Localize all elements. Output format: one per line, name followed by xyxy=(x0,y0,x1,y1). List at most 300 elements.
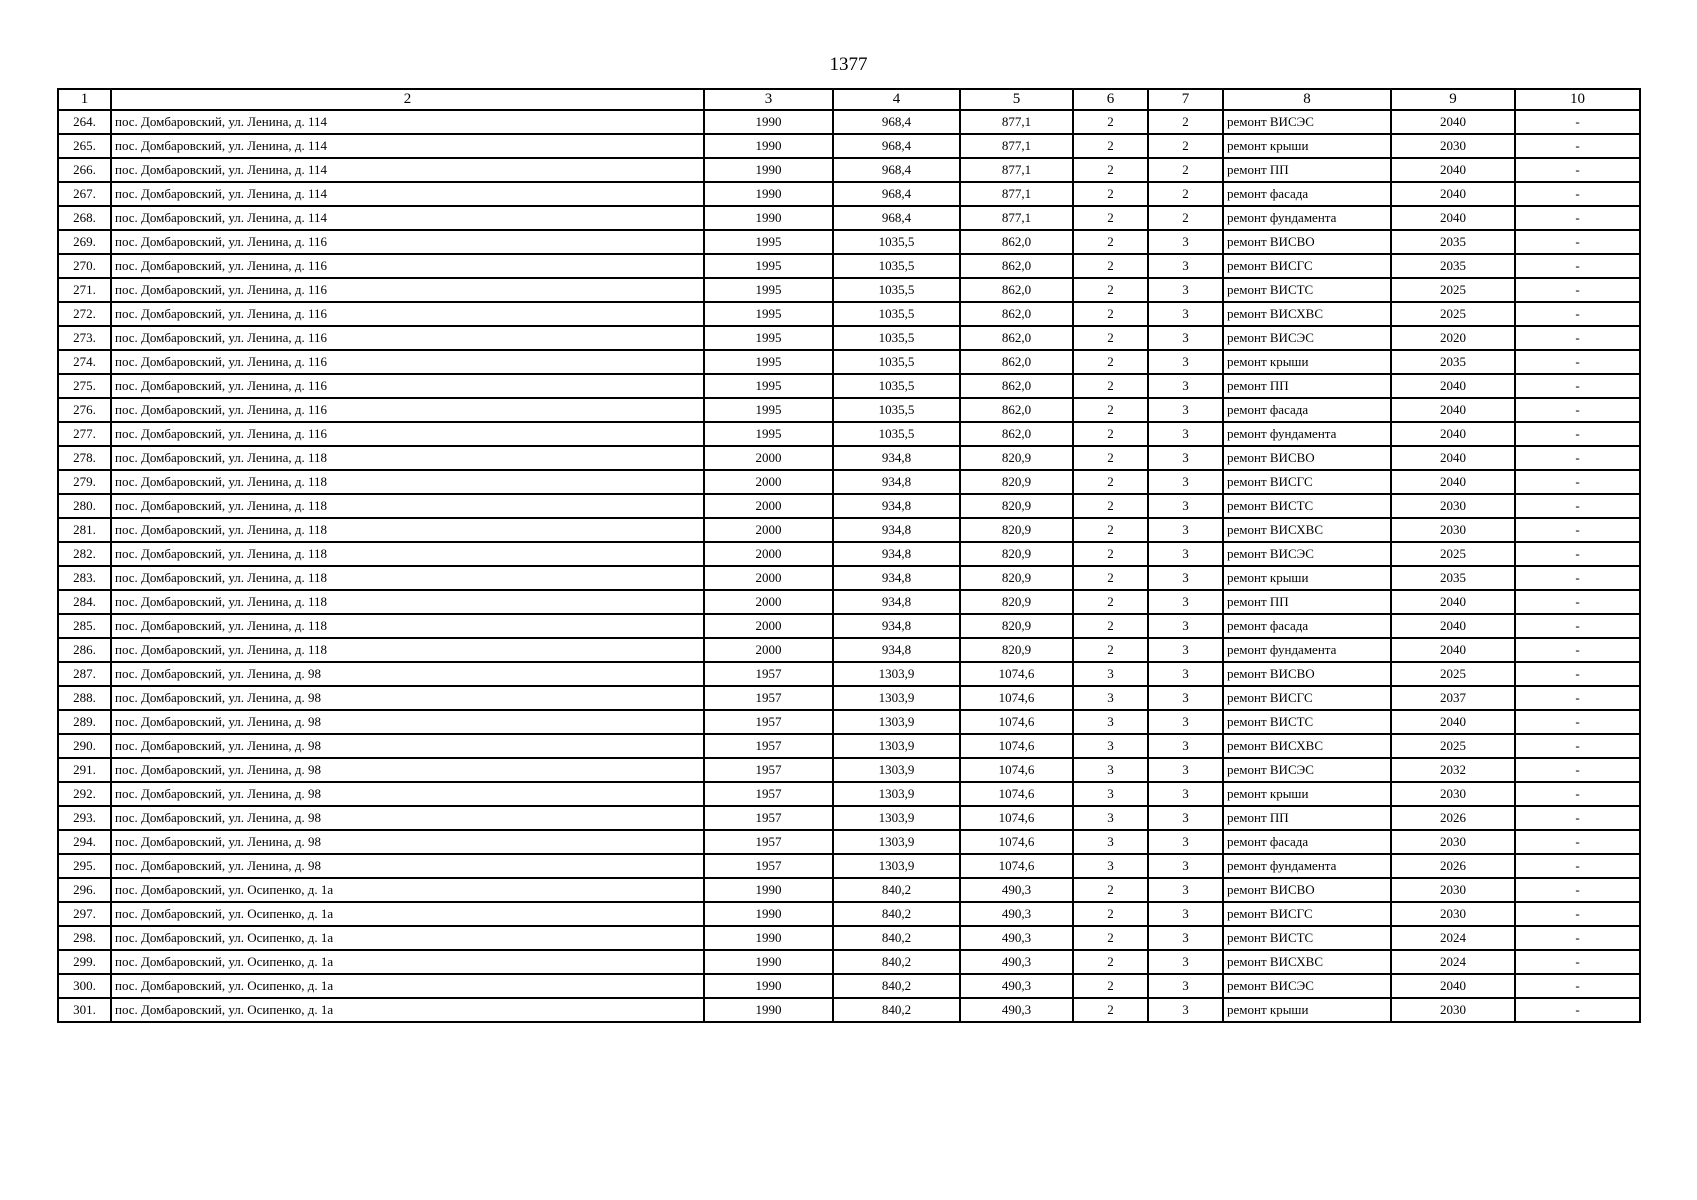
cell-floors: 2 xyxy=(1073,590,1148,614)
cell-address: пос. Домбаровский, ул. Ленина, д. 118 xyxy=(111,494,704,518)
cell-entrances: 3 xyxy=(1148,998,1223,1022)
cell-planned-year: 2040 xyxy=(1391,158,1515,182)
cell-living-area: 877,1 xyxy=(960,134,1073,158)
cell-year-built: 2000 xyxy=(704,542,833,566)
cell-work-type: ремонт фасада xyxy=(1223,614,1391,638)
cell-living-area: 862,0 xyxy=(960,374,1073,398)
cell-entrances: 3 xyxy=(1148,902,1223,926)
cell-total-area: 934,8 xyxy=(833,542,960,566)
cell-work-type: ремонт ПП xyxy=(1223,590,1391,614)
cell-row-number: 289. xyxy=(58,710,111,734)
cell-address: пос. Домбаровский, ул. Осипенко, д. 1а xyxy=(111,950,704,974)
cell-floors: 2 xyxy=(1073,278,1148,302)
cell-work-type: ремонт фасада xyxy=(1223,830,1391,854)
cell-year-built: 1957 xyxy=(704,686,833,710)
cell-entrances: 3 xyxy=(1148,950,1223,974)
cell-floors: 2 xyxy=(1073,182,1148,206)
cell-year-built: 1995 xyxy=(704,350,833,374)
cell-entrances: 3 xyxy=(1148,494,1223,518)
cell-total-area: 1035,5 xyxy=(833,302,960,326)
cell-year-built: 1957 xyxy=(704,758,833,782)
cell-floors: 2 xyxy=(1073,470,1148,494)
cell-floors: 2 xyxy=(1073,638,1148,662)
column-header-floors: 6 xyxy=(1073,89,1148,110)
cell-address: пос. Домбаровский, ул. Ленина, д. 98 xyxy=(111,830,704,854)
cell-floors: 2 xyxy=(1073,902,1148,926)
table-row xyxy=(58,470,1640,494)
cell-floors: 2 xyxy=(1073,350,1148,374)
cell-year-built: 2000 xyxy=(704,470,833,494)
cell-total-area: 1303,9 xyxy=(833,806,960,830)
column-header-entrances: 7 xyxy=(1148,89,1223,110)
cell-entrances: 3 xyxy=(1148,614,1223,638)
cell-year-built: 1990 xyxy=(704,950,833,974)
cell-entrances: 3 xyxy=(1148,398,1223,422)
cell-note: - xyxy=(1515,374,1640,398)
cell-living-area: 862,0 xyxy=(960,350,1073,374)
column-header-total-area: 4 xyxy=(833,89,960,110)
cell-year-built: 1957 xyxy=(704,830,833,854)
cell-total-area: 934,8 xyxy=(833,518,960,542)
cell-floors: 2 xyxy=(1073,398,1148,422)
cell-row-number: 279. xyxy=(58,470,111,494)
cell-total-area: 840,2 xyxy=(833,926,960,950)
cell-entrances: 3 xyxy=(1148,350,1223,374)
cell-planned-year: 2035 xyxy=(1391,254,1515,278)
table-row xyxy=(58,110,1640,134)
cell-year-built: 2000 xyxy=(704,518,833,542)
column-header-note: 10 xyxy=(1515,89,1640,110)
cell-work-type: ремонт ВИСЭС xyxy=(1223,326,1391,350)
cell-total-area: 934,8 xyxy=(833,470,960,494)
cell-planned-year: 2030 xyxy=(1391,518,1515,542)
cell-floors: 3 xyxy=(1073,758,1148,782)
cell-note: - xyxy=(1515,806,1640,830)
table-row xyxy=(58,854,1640,878)
cell-entrances: 3 xyxy=(1148,758,1223,782)
cell-year-built: 1995 xyxy=(704,230,833,254)
cell-floors: 2 xyxy=(1073,230,1148,254)
cell-floors: 2 xyxy=(1073,566,1148,590)
cell-work-type: ремонт крыши xyxy=(1223,350,1391,374)
cell-note: - xyxy=(1515,758,1640,782)
cell-living-area: 820,9 xyxy=(960,470,1073,494)
table-row xyxy=(58,734,1640,758)
cell-total-area: 934,8 xyxy=(833,638,960,662)
cell-address: пос. Домбаровский, ул. Ленина, д. 98 xyxy=(111,854,704,878)
cell-work-type: ремонт крыши xyxy=(1223,566,1391,590)
cell-planned-year: 2040 xyxy=(1391,422,1515,446)
cell-living-area: 820,9 xyxy=(960,638,1073,662)
cell-address: пос. Домбаровский, ул. Ленина, д. 116 xyxy=(111,398,704,422)
cell-address: пос. Домбаровский, ул. Ленина, д. 114 xyxy=(111,206,704,230)
cell-row-number: 277. xyxy=(58,422,111,446)
cell-floors: 2 xyxy=(1073,926,1148,950)
table-row xyxy=(58,398,1640,422)
table-row xyxy=(58,302,1640,326)
cell-planned-year: 2025 xyxy=(1391,662,1515,686)
cell-work-type: ремонт ВИСЭС xyxy=(1223,110,1391,134)
cell-note: - xyxy=(1515,926,1640,950)
column-header-planned-year: 9 xyxy=(1391,89,1515,110)
page-number: 1377 xyxy=(829,54,868,75)
cell-entrances: 3 xyxy=(1148,590,1223,614)
cell-work-type: ремонт фасада xyxy=(1223,182,1391,206)
cell-floors: 3 xyxy=(1073,782,1148,806)
cell-total-area: 934,8 xyxy=(833,614,960,638)
cell-floors: 2 xyxy=(1073,518,1148,542)
table-row xyxy=(58,686,1640,710)
cell-entrances: 3 xyxy=(1148,638,1223,662)
cell-planned-year: 2040 xyxy=(1391,710,1515,734)
cell-row-number: 274. xyxy=(58,350,111,374)
cell-address: пос. Домбаровский, ул. Ленина, д. 98 xyxy=(111,662,704,686)
cell-note: - xyxy=(1515,542,1640,566)
cell-total-area: 1035,5 xyxy=(833,398,960,422)
cell-year-built: 1995 xyxy=(704,326,833,350)
table-row xyxy=(58,494,1640,518)
cell-year-built: 1990 xyxy=(704,158,833,182)
table-body xyxy=(58,110,1640,1022)
column-header-work-type: 8 xyxy=(1223,89,1391,110)
cell-work-type: ремонт ВИСВО xyxy=(1223,662,1391,686)
cell-year-built: 1990 xyxy=(704,926,833,950)
cell-living-area: 877,1 xyxy=(960,182,1073,206)
table-row xyxy=(58,590,1640,614)
cell-entrances: 3 xyxy=(1148,518,1223,542)
cell-living-area: 490,3 xyxy=(960,974,1073,998)
cell-row-number: 275. xyxy=(58,374,111,398)
cell-entrances: 3 xyxy=(1148,374,1223,398)
cell-living-area: 1074,6 xyxy=(960,758,1073,782)
cell-note: - xyxy=(1515,494,1640,518)
cell-living-area: 490,3 xyxy=(960,998,1073,1022)
cell-work-type: ремонт фундамента xyxy=(1223,854,1391,878)
cell-note: - xyxy=(1515,302,1640,326)
cell-total-area: 1303,9 xyxy=(833,830,960,854)
table-row xyxy=(58,542,1640,566)
table-row xyxy=(58,326,1640,350)
cell-total-area: 1303,9 xyxy=(833,710,960,734)
cell-floors: 3 xyxy=(1073,686,1148,710)
cell-address: пос. Домбаровский, ул. Ленина, д. 114 xyxy=(111,134,704,158)
cell-address: пос. Домбаровский, ул. Ленина, д. 98 xyxy=(111,782,704,806)
cell-row-number: 282. xyxy=(58,542,111,566)
cell-work-type: ремонт фундамента xyxy=(1223,638,1391,662)
cell-total-area: 968,4 xyxy=(833,182,960,206)
table-row xyxy=(58,710,1640,734)
cell-living-area: 862,0 xyxy=(960,422,1073,446)
cell-planned-year: 2040 xyxy=(1391,614,1515,638)
table-row xyxy=(58,614,1640,638)
cell-planned-year: 2035 xyxy=(1391,230,1515,254)
cell-living-area: 1074,6 xyxy=(960,782,1073,806)
table-row xyxy=(58,830,1640,854)
cell-total-area: 1035,5 xyxy=(833,422,960,446)
cell-row-number: 295. xyxy=(58,854,111,878)
cell-year-built: 1957 xyxy=(704,782,833,806)
cell-floors: 2 xyxy=(1073,878,1148,902)
cell-address: пос. Домбаровский, ул. Осипенко, д. 1а xyxy=(111,998,704,1022)
cell-year-built: 2000 xyxy=(704,446,833,470)
cell-living-area: 820,9 xyxy=(960,518,1073,542)
cell-note: - xyxy=(1515,398,1640,422)
cell-floors: 3 xyxy=(1073,734,1148,758)
cell-work-type: ремонт ВИСХВС xyxy=(1223,302,1391,326)
cell-living-area: 1074,6 xyxy=(960,686,1073,710)
cell-year-built: 1957 xyxy=(704,662,833,686)
cell-total-area: 1303,9 xyxy=(833,686,960,710)
cell-entrances: 3 xyxy=(1148,326,1223,350)
cell-living-area: 877,1 xyxy=(960,158,1073,182)
cell-floors: 2 xyxy=(1073,302,1148,326)
cell-row-number: 266. xyxy=(58,158,111,182)
cell-total-area: 968,4 xyxy=(833,134,960,158)
cell-address: пос. Домбаровский, ул. Ленина, д. 114 xyxy=(111,158,704,182)
cell-work-type: ремонт ВИСХВС xyxy=(1223,518,1391,542)
cell-note: - xyxy=(1515,446,1640,470)
table-row xyxy=(58,662,1640,686)
table-row xyxy=(58,374,1640,398)
cell-work-type: ремонт ВИСХВС xyxy=(1223,950,1391,974)
cell-row-number: 301. xyxy=(58,998,111,1022)
cell-year-built: 1995 xyxy=(704,374,833,398)
cell-entrances: 2 xyxy=(1148,158,1223,182)
cell-row-number: 273. xyxy=(58,326,111,350)
cell-row-number: 296. xyxy=(58,878,111,902)
cell-entrances: 3 xyxy=(1148,782,1223,806)
cell-entrances: 3 xyxy=(1148,878,1223,902)
cell-floors: 2 xyxy=(1073,542,1148,566)
cell-work-type: ремонт фасада xyxy=(1223,398,1391,422)
cell-note: - xyxy=(1515,998,1640,1022)
cell-address: пос. Домбаровский, ул. Ленина, д. 118 xyxy=(111,590,704,614)
table-row xyxy=(58,758,1640,782)
cell-address: пос. Домбаровский, ул. Ленина, д. 118 xyxy=(111,566,704,590)
cell-floors: 2 xyxy=(1073,326,1148,350)
cell-living-area: 1074,6 xyxy=(960,854,1073,878)
cell-row-number: 284. xyxy=(58,590,111,614)
column-header-address: 2 xyxy=(111,89,704,110)
cell-address: пос. Домбаровский, ул. Ленина, д. 118 xyxy=(111,638,704,662)
cell-row-number: 272. xyxy=(58,302,111,326)
cell-entrances: 2 xyxy=(1148,182,1223,206)
cell-row-number: 290. xyxy=(58,734,111,758)
cell-row-number: 288. xyxy=(58,686,111,710)
cell-planned-year: 2035 xyxy=(1391,566,1515,590)
cell-year-built: 1995 xyxy=(704,422,833,446)
cell-entrances: 3 xyxy=(1148,806,1223,830)
cell-planned-year: 2037 xyxy=(1391,686,1515,710)
cell-entrances: 3 xyxy=(1148,470,1223,494)
cell-floors: 2 xyxy=(1073,950,1148,974)
cell-work-type: ремонт ВИСХВС xyxy=(1223,734,1391,758)
cell-work-type: ремонт ВИСЭС xyxy=(1223,542,1391,566)
cell-total-area: 1035,5 xyxy=(833,278,960,302)
cell-living-area: 820,9 xyxy=(960,494,1073,518)
cell-work-type: ремонт ВИСЭС xyxy=(1223,974,1391,998)
cell-year-built: 1990 xyxy=(704,974,833,998)
cell-work-type: ремонт ПП xyxy=(1223,158,1391,182)
cell-planned-year: 2040 xyxy=(1391,374,1515,398)
cell-total-area: 840,2 xyxy=(833,902,960,926)
cell-total-area: 968,4 xyxy=(833,158,960,182)
cell-planned-year: 2040 xyxy=(1391,470,1515,494)
table-row xyxy=(58,926,1640,950)
cell-note: - xyxy=(1515,950,1640,974)
cell-address: пос. Домбаровский, ул. Ленина, д. 116 xyxy=(111,374,704,398)
cell-floors: 3 xyxy=(1073,710,1148,734)
cell-total-area: 840,2 xyxy=(833,974,960,998)
cell-address: пос. Домбаровский, ул. Осипенко, д. 1а xyxy=(111,878,704,902)
cell-total-area: 840,2 xyxy=(833,998,960,1022)
cell-planned-year: 2030 xyxy=(1391,782,1515,806)
cell-row-number: 265. xyxy=(58,134,111,158)
cell-living-area: 877,1 xyxy=(960,110,1073,134)
cell-row-number: 271. xyxy=(58,278,111,302)
cell-work-type: ремонт ПП xyxy=(1223,806,1391,830)
table-row xyxy=(58,902,1640,926)
cell-work-type: ремонт ВИСТС xyxy=(1223,494,1391,518)
cell-living-area: 820,9 xyxy=(960,566,1073,590)
cell-planned-year: 2040 xyxy=(1391,590,1515,614)
cell-row-number: 293. xyxy=(58,806,111,830)
cell-work-type: ремонт ВИСВО xyxy=(1223,230,1391,254)
cell-planned-year: 2040 xyxy=(1391,206,1515,230)
cell-work-type: ремонт ВИСТС xyxy=(1223,710,1391,734)
cell-total-area: 968,4 xyxy=(833,206,960,230)
cell-address: пос. Домбаровский, ул. Ленина, д. 98 xyxy=(111,686,704,710)
cell-address: пос. Домбаровский, ул. Ленина, д. 116 xyxy=(111,302,704,326)
cell-year-built: 2000 xyxy=(704,590,833,614)
cell-planned-year: 2030 xyxy=(1391,878,1515,902)
cell-planned-year: 2030 xyxy=(1391,902,1515,926)
cell-total-area: 934,8 xyxy=(833,590,960,614)
cell-entrances: 3 xyxy=(1148,974,1223,998)
cell-note: - xyxy=(1515,110,1640,134)
cell-planned-year: 2030 xyxy=(1391,998,1515,1022)
cell-planned-year: 2040 xyxy=(1391,974,1515,998)
cell-entrances: 3 xyxy=(1148,686,1223,710)
cell-address: пос. Домбаровский, ул. Осипенко, д. 1а xyxy=(111,926,704,950)
cell-year-built: 2000 xyxy=(704,566,833,590)
cell-planned-year: 2040 xyxy=(1391,398,1515,422)
cell-planned-year: 2040 xyxy=(1391,446,1515,470)
cell-planned-year: 2035 xyxy=(1391,350,1515,374)
cell-living-area: 490,3 xyxy=(960,950,1073,974)
cell-entrances: 3 xyxy=(1148,830,1223,854)
cell-year-built: 1957 xyxy=(704,734,833,758)
cell-work-type: ремонт фундамента xyxy=(1223,422,1391,446)
cell-entrances: 3 xyxy=(1148,566,1223,590)
table-row xyxy=(58,974,1640,998)
table-row xyxy=(58,446,1640,470)
cell-note: - xyxy=(1515,158,1640,182)
cell-entrances: 3 xyxy=(1148,278,1223,302)
cell-note: - xyxy=(1515,470,1640,494)
cell-row-number: 267. xyxy=(58,182,111,206)
cell-living-area: 820,9 xyxy=(960,590,1073,614)
cell-note: - xyxy=(1515,206,1640,230)
cell-row-number: 291. xyxy=(58,758,111,782)
cell-planned-year: 2030 xyxy=(1391,830,1515,854)
cell-row-number: 270. xyxy=(58,254,111,278)
cell-living-area: 862,0 xyxy=(960,230,1073,254)
cell-year-built: 1995 xyxy=(704,302,833,326)
cell-row-number: 281. xyxy=(58,518,111,542)
cell-total-area: 934,8 xyxy=(833,566,960,590)
cell-total-area: 1035,5 xyxy=(833,374,960,398)
cell-living-area: 820,9 xyxy=(960,542,1073,566)
cell-total-area: 1303,9 xyxy=(833,854,960,878)
cell-row-number: 283. xyxy=(58,566,111,590)
cell-note: - xyxy=(1515,854,1640,878)
cell-entrances: 3 xyxy=(1148,662,1223,686)
cell-entrances: 3 xyxy=(1148,446,1223,470)
cell-floors: 2 xyxy=(1073,158,1148,182)
cell-address: пос. Домбаровский, ул. Ленина, д. 116 xyxy=(111,254,704,278)
cell-year-built: 1990 xyxy=(704,878,833,902)
table-row xyxy=(58,230,1640,254)
cell-total-area: 934,8 xyxy=(833,446,960,470)
cell-planned-year: 2040 xyxy=(1391,182,1515,206)
table-row xyxy=(58,806,1640,830)
cell-note: - xyxy=(1515,326,1640,350)
cell-total-area: 968,4 xyxy=(833,110,960,134)
cell-note: - xyxy=(1515,638,1640,662)
cell-address: пос. Домбаровский, ул. Ленина, д. 118 xyxy=(111,518,704,542)
cell-living-area: 1074,6 xyxy=(960,662,1073,686)
cell-row-number: 287. xyxy=(58,662,111,686)
cell-floors: 3 xyxy=(1073,854,1148,878)
cell-entrances: 3 xyxy=(1148,230,1223,254)
cell-note: - xyxy=(1515,518,1640,542)
cell-planned-year: 2040 xyxy=(1391,110,1515,134)
cell-living-area: 862,0 xyxy=(960,254,1073,278)
cell-total-area: 1303,9 xyxy=(833,734,960,758)
cell-total-area: 1035,5 xyxy=(833,350,960,374)
cell-total-area: 1035,5 xyxy=(833,326,960,350)
cell-total-area: 1303,9 xyxy=(833,782,960,806)
cell-planned-year: 2020 xyxy=(1391,326,1515,350)
cell-address: пос. Домбаровский, ул. Ленина, д. 116 xyxy=(111,350,704,374)
table-row xyxy=(58,998,1640,1022)
cell-row-number: 294. xyxy=(58,830,111,854)
cell-note: - xyxy=(1515,566,1640,590)
cell-floors: 2 xyxy=(1073,374,1148,398)
cell-row-number: 280. xyxy=(58,494,111,518)
cell-work-type: ремонт ВИСГС xyxy=(1223,470,1391,494)
cell-address: пос. Домбаровский, ул. Ленина, д. 114 xyxy=(111,110,704,134)
cell-floors: 2 xyxy=(1073,254,1148,278)
cell-year-built: 2000 xyxy=(704,494,833,518)
cell-row-number: 276. xyxy=(58,398,111,422)
cell-row-number: 300. xyxy=(58,974,111,998)
table-row xyxy=(58,878,1640,902)
cell-living-area: 820,9 xyxy=(960,614,1073,638)
cell-floors: 2 xyxy=(1073,446,1148,470)
cell-planned-year: 2025 xyxy=(1391,734,1515,758)
cell-note: - xyxy=(1515,830,1640,854)
cell-address: пос. Домбаровский, ул. Ленина, д. 118 xyxy=(111,470,704,494)
cell-note: - xyxy=(1515,902,1640,926)
cell-address: пос. Домбаровский, ул. Ленина, д. 118 xyxy=(111,446,704,470)
table-row xyxy=(58,566,1640,590)
cell-total-area: 1035,5 xyxy=(833,254,960,278)
cell-address: пос. Домбаровский, ул. Ленина, д. 116 xyxy=(111,422,704,446)
cell-total-area: 934,8 xyxy=(833,494,960,518)
cell-year-built: 1957 xyxy=(704,854,833,878)
